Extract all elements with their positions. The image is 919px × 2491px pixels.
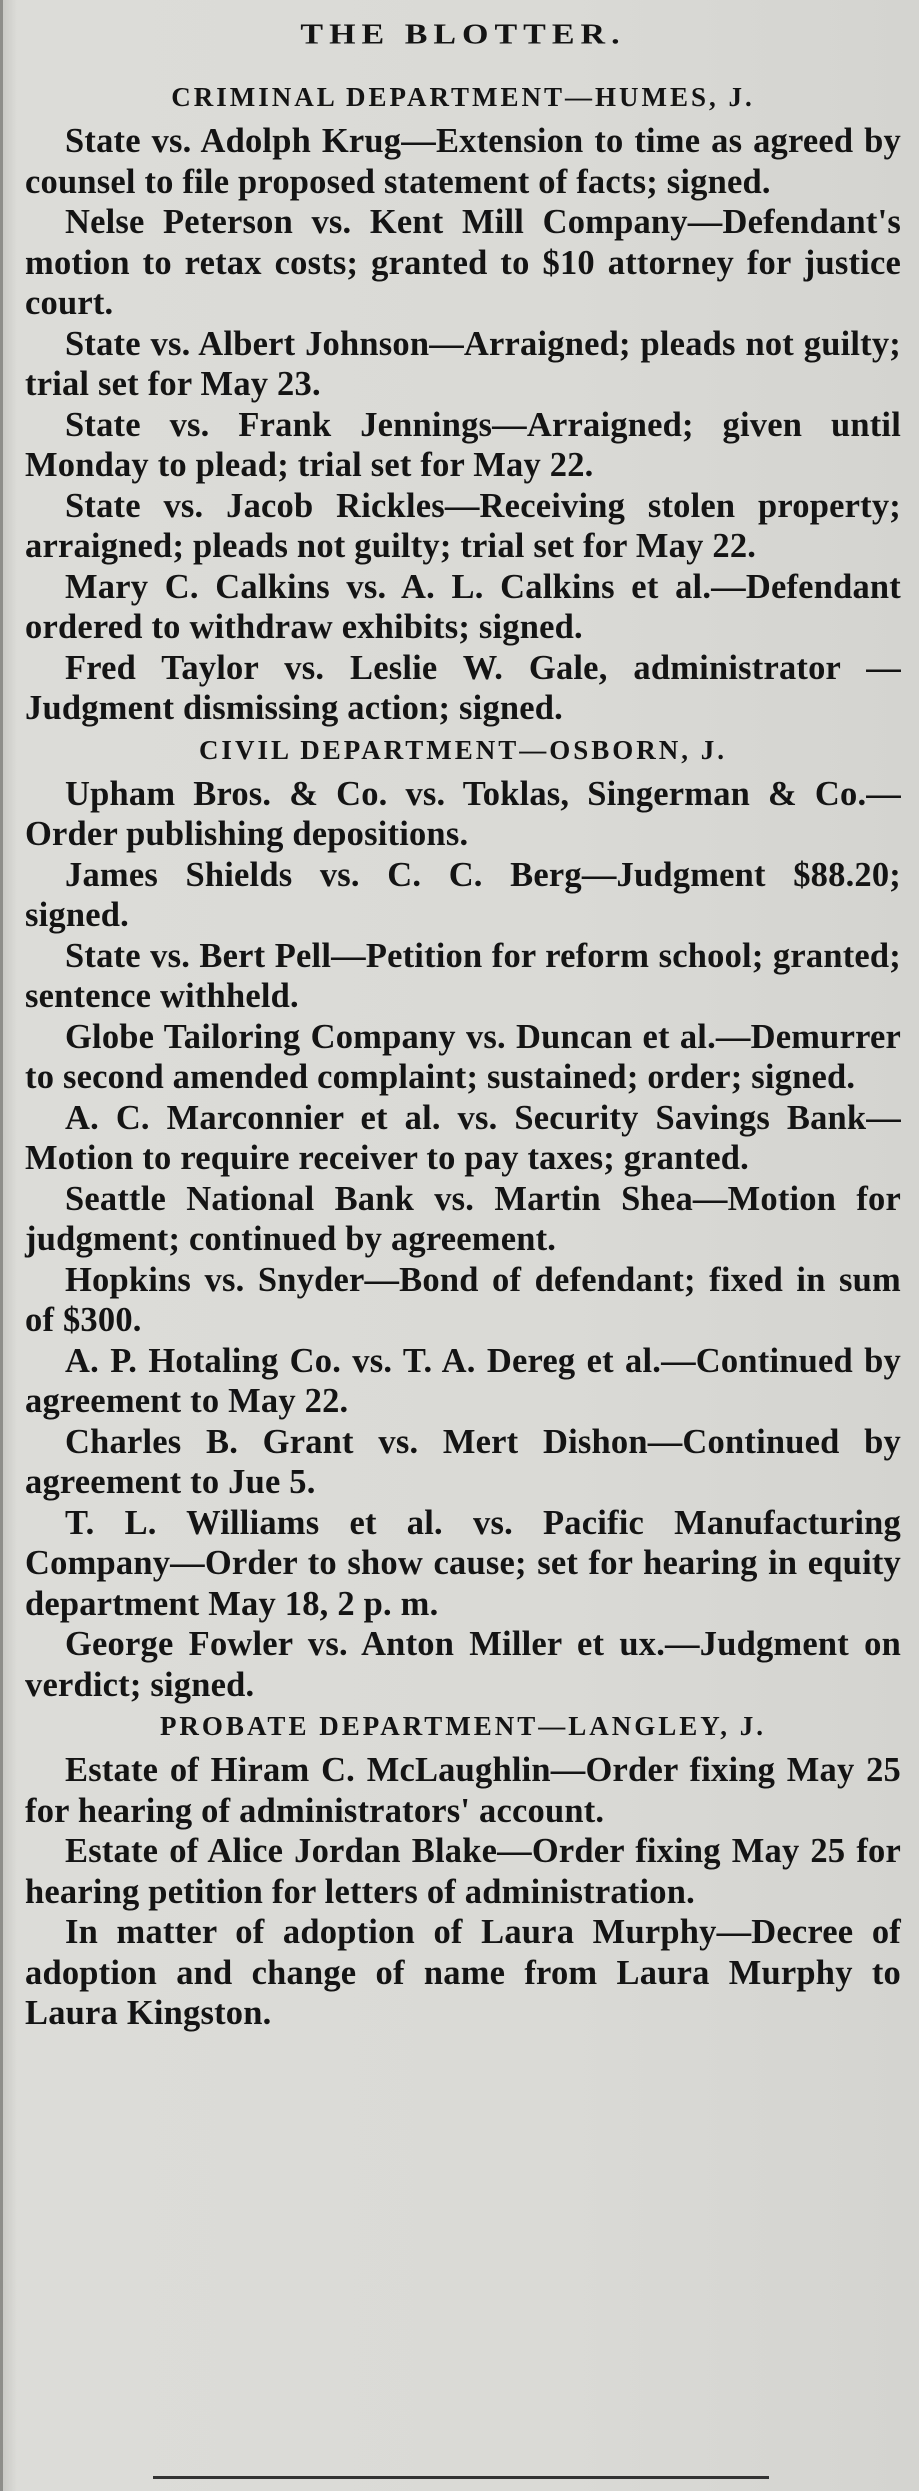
- docket-entry: In matter of adoption of Laura Murphy—Decree of adoption and change of name from Laura Murphy to Laura Kingston.: [25, 1913, 901, 2032]
- criminal-department-section: [25, 82, 901, 729]
- docket-entry: Globe Tailoring Company vs. Duncan et al.—Demurrer to second amended complaint; sustained; order; signed.: [25, 1017, 901, 1096]
- docket-entry: A. C. Marconnier et al. vs. Security Savings Bank—Motion to require receiver to pay taxes; granted.: [25, 1098, 901, 1177]
- docket-entry: George Fowler vs. Anton Miller et ux.—Judgment on verdict; signed.: [25, 1625, 901, 1704]
- docket-entry: State vs. Albert Johnson—Arraigned; pleads not guilty; trial set for May 23.: [25, 324, 901, 403]
- docket-entry: State vs. Frank Jennings—Arraigned; given until Monday to plead; trial set for May 22.: [25, 405, 901, 484]
- civil-department-section: [25, 735, 901, 1706]
- column-title: THE BLOTTER.: [300, 18, 626, 51]
- docket-entry: Estate of Hiram C. McLaughlin—Order fixing May 25 for hearing of administrators' account.: [25, 1751, 901, 1830]
- docket-entry: Charles B. Grant vs. Mert Dishon—Continued by agreement to Jue 5.: [25, 1422, 901, 1501]
- department-heading: CIVIL DEPARTMENT—OSBORN, J.: [198, 734, 728, 765]
- docket-entry: Nelse Peterson vs. Kent Mill Company—Defendant's motion to retax costs; granted to $10 attorney for justice court.: [25, 203, 901, 322]
- docket-entry: Upham Bros. & Co. vs. Toklas, Singerman & Co.—Order publishing depositions.: [25, 774, 901, 853]
- docket-entry: James Shields vs. C. C. Berg—Judgment $88.20; signed.: [25, 855, 901, 934]
- docket-entry: Fred Taylor vs. Leslie W. Gale, administrator — Judgment dismissing action; signed.: [25, 648, 901, 727]
- docket-entry: Mary C. Calkins vs. A. L. Calkins et al.—Defendant ordered to withdraw exhibits; signed.: [25, 567, 901, 646]
- docket-entry: Seattle National Bank vs. Martin Shea—Motion for judgment; continued by agreement.: [25, 1179, 901, 1258]
- probate-department-section: [25, 1711, 901, 2034]
- docket-entry: State vs. Bert Pell—Petition for reform school; granted; sentence withheld.: [25, 936, 901, 1015]
- department-heading: PROBATE DEPARTMENT—LANGLEY, J.: [159, 1711, 767, 1741]
- docket-entry: Hopkins vs. Snyder—Bond of defendant; fixed in sum of $300.: [25, 1260, 901, 1339]
- docket-entry: T. L. Williams et al. vs. Pacific Manufacturing Company—Order to show cause; set for hearing in equity department May 18, 2 p. m.: [25, 1503, 901, 1623]
- docket-entry: State vs. Adolph Krug—Extension to time as agreed by counsel to file proposed statement of facts; signed.: [25, 122, 901, 201]
- docket-entry: A. P. Hotaling Co. vs. T. A. Dereg et al.—Continued by agreement to May 22.: [25, 1341, 901, 1420]
- docket-entry: Estate of Alice Jordan Blake—Order fixing May 25 for hearing petition for letters of administration.: [25, 1832, 901, 1911]
- bottom-rule: [153, 2476, 769, 2479]
- department-heading: CRIMINAL DEPARTMENT—HUMES, J.: [171, 82, 755, 112]
- docket-entry: State vs. Jacob Rickles—Receiving stolen property; arraigned; pleads not guilty; trial set for May 22.: [25, 486, 901, 565]
